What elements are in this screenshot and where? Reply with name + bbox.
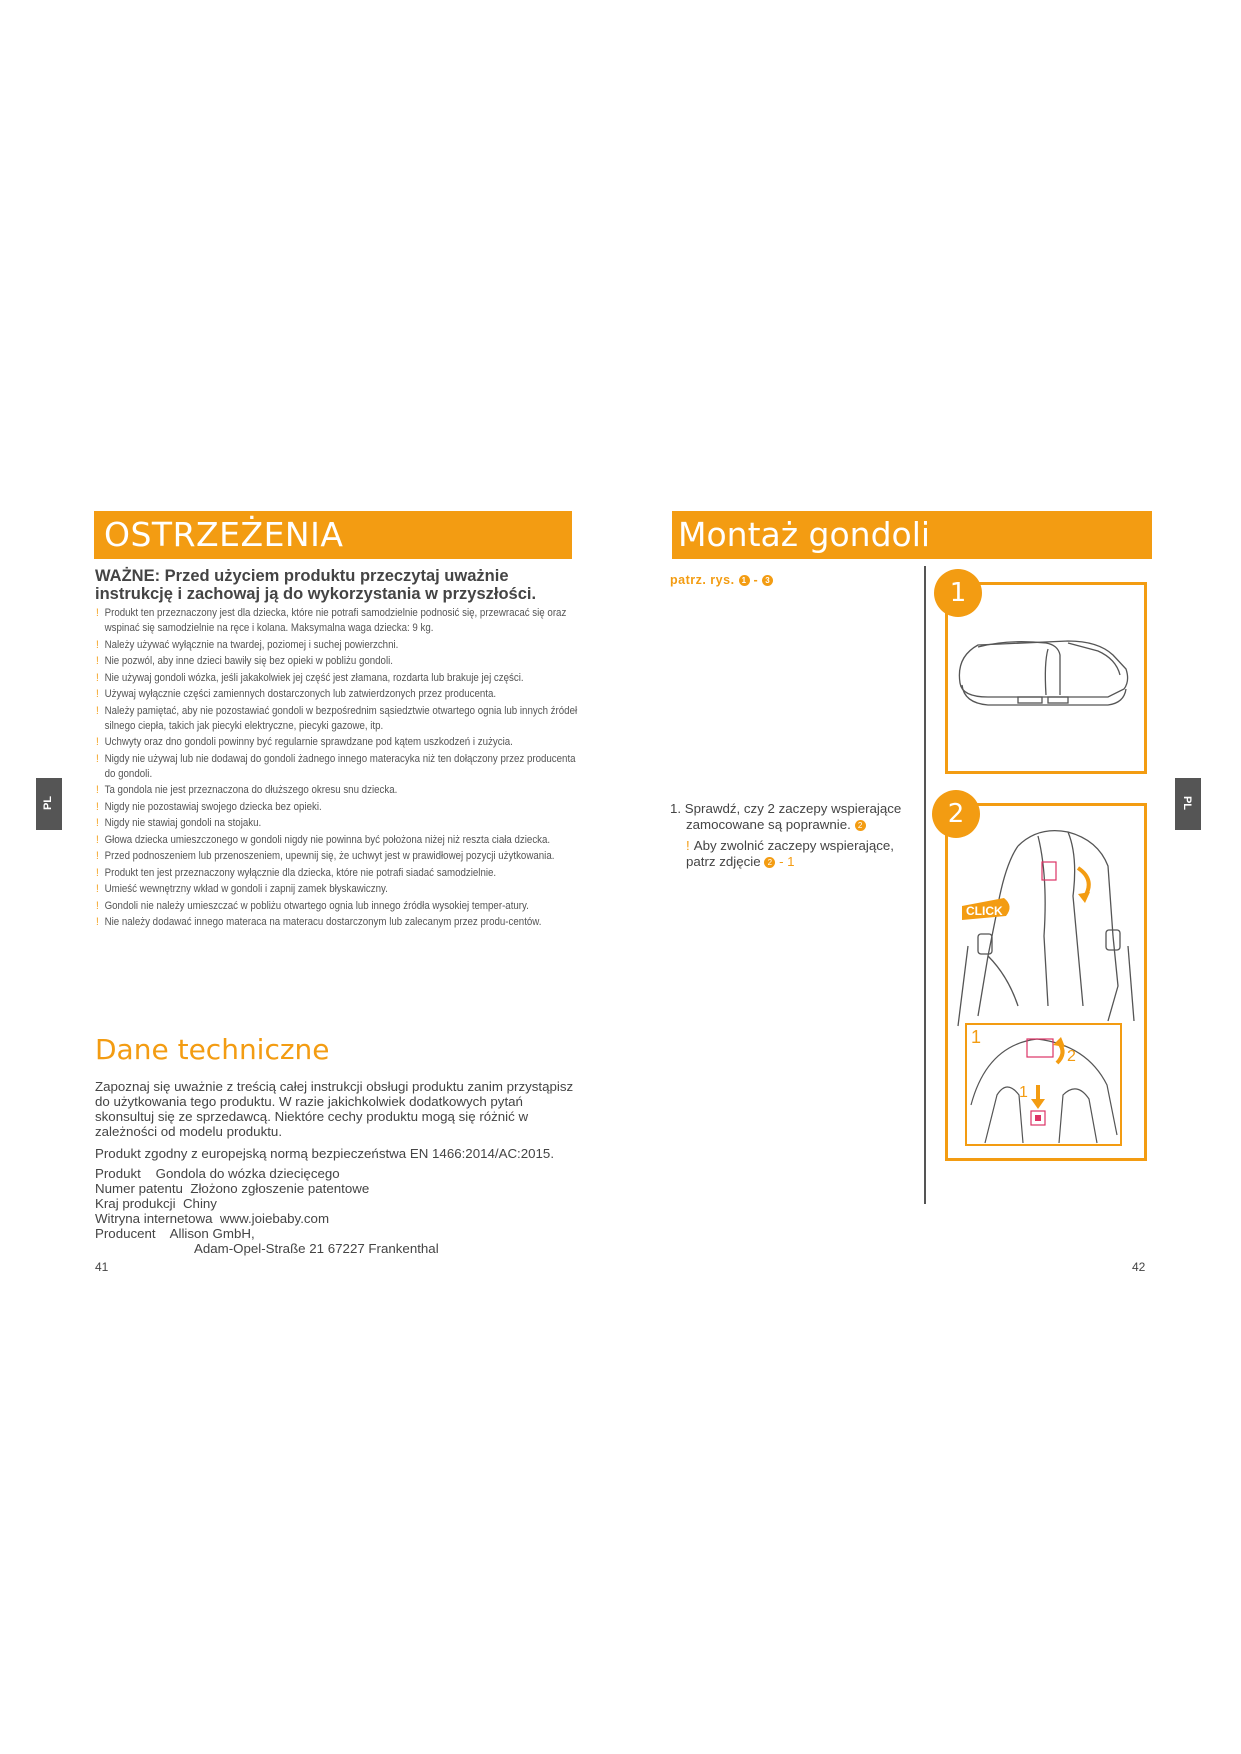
assembly-title: Montaż gondoli (678, 515, 931, 554)
warning-item: ! Nigdy nie stawiaj gondoli na stojaku. (96, 817, 262, 829)
language-tab-left: PL (36, 778, 62, 830)
warning-item: ! Uchwyty oraz dno gondoli powinny być regularnie sprawdzane pod kątem uszkodzeń i zużycia. (96, 736, 513, 748)
figure-number-badge: 1 (934, 569, 982, 617)
warning-item: ! Nie używaj gondoli wózka, jeśli jakakolwiek jej część jest złamana, rozdarta lub brakuje jej części. (96, 671, 524, 684)
warning-item: ! Należy używać wyłącznie na twardej, poziomej i suchej powierzchni. (96, 638, 399, 651)
column-divider (924, 566, 926, 1204)
warning-item: ! Umieść wewnętrzny wkład w gondoli i zapnij zamek błyskawiczny. (96, 883, 388, 895)
warning-item: ! Produkt ten jest przeznaczony wyłącznie dla dziecka, które nie potrafi siadać samodzielnie. (96, 866, 497, 879)
figure-ref-dot: 3 (762, 575, 773, 586)
figure-ref-dot: 2 (855, 820, 866, 831)
warnings-title-bar (94, 511, 572, 559)
warning-item: ! Przed podnoszeniem lub przenoszeniem, upewnij się, że uchwyt jest w prawidłowej pozycji użytkowania. (96, 850, 555, 862)
warning-item: ! Nie należy dodawać innego materaca na materacu dostarczonym lub zalecanym przez produ-centów. (96, 916, 542, 928)
warning-item: ! Nigdy nie używaj lub nie dodawaj do gondoli żadnego innego materacyka niż ten dołączony przez producenta do gondoli. (96, 752, 576, 780)
carrycot-illustration (948, 585, 1144, 771)
tech-norm: Produkt zgodny z europejską normą bezpieczeństwa EN 1466:2014/AC:2015. (95, 1146, 555, 1161)
figure-2-inset (965, 1023, 1122, 1146)
warning-item: ! Produkt ten przeznaczony jest dla dziecka, które nie potrafi samodzielnie podnosić się, przewracać się oraz wspinać się samodzielnie na ręce i kolana. Maksymalna waga dziecka: 9 kg. (96, 607, 567, 634)
tech-data-title: Dane techniczne (95, 1033, 330, 1066)
step-1: 1. Sprawdź, czy 2 zaczepy wspierające zamocowane są poprawnie. 2 (670, 801, 902, 832)
warnings-list (96, 606, 578, 932)
page-number-right: 42 (1132, 1260, 1146, 1274)
svg-text:CLICK: CLICK (966, 904, 1003, 918)
svg-text:1: 1 (971, 1027, 982, 1047)
warning-item: ! Głowa dziecka umieszczonego w gondoli nigdy nie powinna być położona niżej niż reszta ciała dziecka. (96, 833, 551, 846)
see-figures: patrz. rys. 1 - 3 (670, 573, 773, 587)
click-badge (962, 898, 1010, 920)
figure-ref-dot: 1 (739, 575, 750, 586)
tech-spec-row: Kraj produkcji Chiny (95, 1196, 217, 1211)
important-notice: WAŻNE: Przed użyciem produktu przeczytaj uważnie instrukcję i zachowaj ją do wykorzystania w przyszłości. (95, 567, 537, 603)
warning-item: ! Ta gondola nie jest przeznaczona do dłuższego okresu snu dziecka. (96, 784, 398, 796)
page-number-left: 41 (95, 1260, 109, 1274)
svg-text:2: 2 (1067, 1048, 1076, 1065)
release-detail-illustration (967, 1025, 1120, 1144)
svg-text:1: 1 (1019, 1084, 1028, 1101)
tech-spec-row: Witryna internetowa www.joiebaby.com (95, 1211, 330, 1226)
tech-spec-row: Numer patentu Złożono zgłoszenie patentowe (95, 1181, 370, 1196)
figure-1 (945, 582, 1147, 774)
step-1-warning: ! Aby zwolnić zaczepy wspierające, patrz zdjęcie 2 - 1 (686, 838, 894, 869)
warnings-title: OSTRZEŻENIA (104, 515, 344, 554)
warning-item: ! Nie pozwól, aby inne dzieci bawiły się bez opieki w pobliżu gondoli. (96, 655, 393, 667)
tech-spec-row: Produkt Gondola do wózka dziecięcego (95, 1166, 340, 1181)
language-tab-right: PL (1175, 778, 1201, 830)
tech-spec-row: Producent Allison GmbH, (95, 1226, 255, 1241)
manufacturer-address: Adam-Opel-Straße 21 67227 Frankenthal (194, 1241, 439, 1256)
tech-intro: Zapoznaj się uważnie z treścią całej instrukcji obsługi produktu zanim przystąpisz do użytkowania tego produktu. W razie jakichkolwiek dodatkowych pytań skonsultuj się ze sprzedawcą. Niektóre cechy produktu mogą się różnić w zależności od modelu produktu. (95, 1079, 574, 1139)
warning-item: ! Należy pamiętać, aby nie pozostawiać gondoli w bezpośrednim sąsiedztwie otwartego ognia lub innych źródeł silnego ciepła, takich jak piecyki elektryczne, piecyki gazowe, itp. (96, 704, 578, 732)
figure-ref-dot: 2 (764, 857, 775, 868)
warning-item: ! Nigdy nie pozostawiaj swojego dziecka bez opieki. (96, 800, 322, 813)
warning-item: ! Gondoli nie należy umieszczać w pobliżu otwartego ognia lub innego źródła wysokiej temper-atury. (96, 899, 529, 912)
figure-number-badge: 2 (932, 790, 980, 838)
assembly-title-bar (672, 511, 1152, 559)
warning-item: ! Używaj wyłącznie części zamiennych dostarczonych lub zatwierdzonych przez producenta. (96, 688, 497, 700)
tech-spec-list (95, 1166, 369, 1241)
